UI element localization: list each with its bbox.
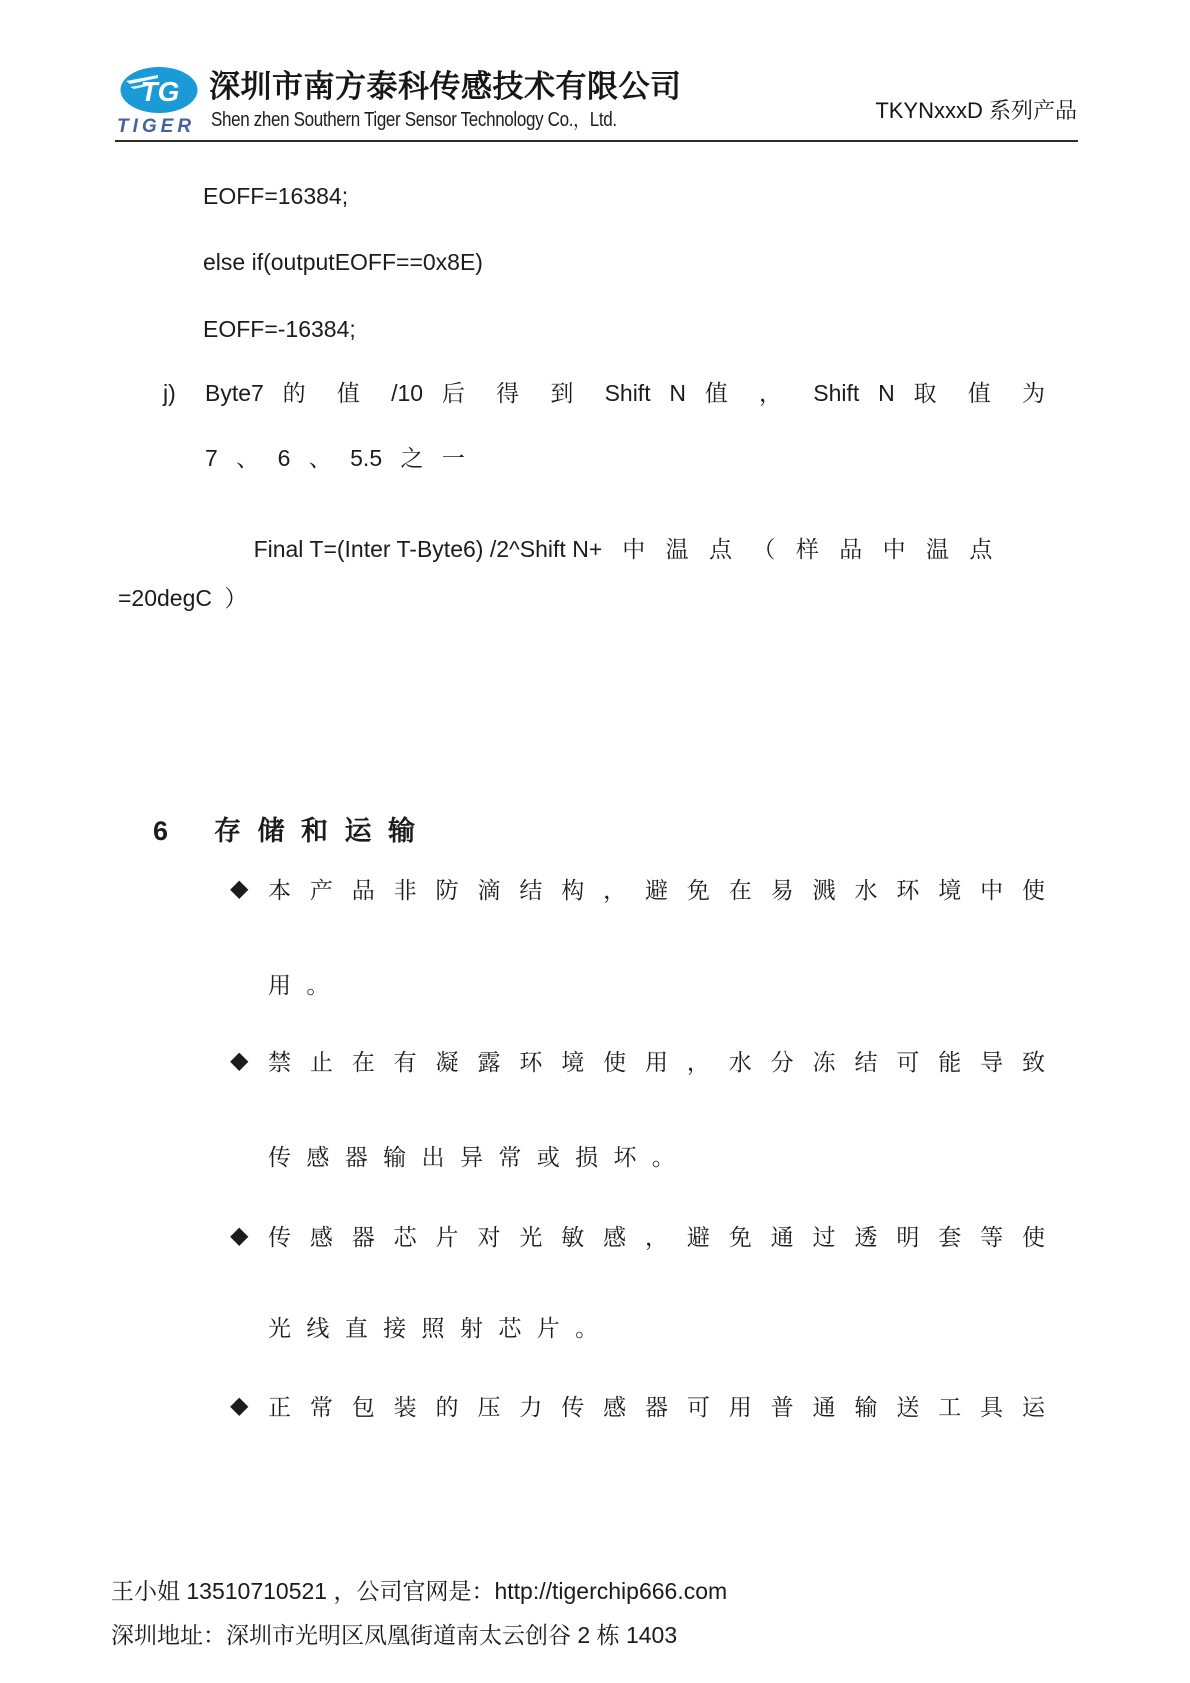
list-item-j-line-2: 7 、 6 、 5.5 之 一 — [205, 445, 465, 471]
bullet-diamond-icon: ◆ — [230, 875, 249, 902]
code-line-2: else if(outputEOFF==0x8E) — [203, 249, 483, 275]
bullet-1-line-2: 用 。 — [268, 972, 330, 998]
header-divider — [115, 140, 1078, 142]
company-name-en: Shen zhen Southern Tiger Sensor Technology Co.，Ltd. — [211, 109, 617, 131]
bullet-diamond-icon: ◆ — [230, 1047, 249, 1074]
bullet-diamond-icon: ◆ — [230, 1222, 249, 1249]
bullet-2-line-2: 传 感 器 输 出 异 常 或 损 坏 。 — [268, 1144, 675, 1170]
bullet-3-line-1: 传 感 器 芯 片 对 光 敏 感 ， 避 免 通 过 透 明 套 等 使 — [268, 1224, 1045, 1250]
product-series-label: TKYNxxxD 系列产品 — [875, 98, 1077, 123]
company-name-cn: 深圳市南方泰科传感技术有限公司 — [209, 69, 682, 104]
footer-contact-line: 王小姐 13510710521 ，公司官网是：http://tigerchip666.com — [111, 1578, 728, 1604]
formula-line — [228, 507, 992, 591]
section-title: 存 储 和 运 输 — [214, 816, 416, 846]
bullet-4-line-1: 正 常 包 装 的 压 力 传 感 器 可 用 普 通 输 送 工 具 运 — [268, 1394, 1045, 1420]
list-item-j-line-1: Byte7 的 值 /10 后 得 到 Shift N 值 ， Shift N 取 值 为 — [205, 380, 1045, 406]
logo-tiger-wordmark: TIGER — [117, 116, 196, 137]
tiger-logo-icon — [118, 66, 200, 116]
formula-continuation: =20degC ） — [118, 585, 248, 611]
formula-latin-part: Final T=(Inter T-Byte6) /2^Shift N+ — [253, 536, 603, 562]
bullet-diamond-icon: ◆ — [230, 1392, 249, 1419]
bullet-2-line-1: 禁 止 在 有 凝 露 环 境 使 用 ， 水 分 冻 结 可 能 导 致 — [268, 1049, 1045, 1075]
code-line-1: EOFF=16384; — [203, 183, 349, 209]
bullet-3-line-2: 光 线 直 接 照 射 芯 片 。 — [268, 1315, 599, 1341]
formula-cjk-part: 中 温 点 （ 样 品 中 温 点 — [622, 536, 993, 562]
section-heading — [123, 780, 415, 882]
code-line-3: EOFF=-16384; — [203, 316, 356, 342]
section-number: 6 — [153, 816, 169, 846]
logo-monogram: TG — [140, 76, 180, 107]
bullet-1-line-1: 本 产 品 非 防 滴 结 构 ， 避 免 在 易 溅 水 环 境 中 使 — [268, 877, 1045, 903]
footer-address-line: 深圳地址：深圳市光明区凤凰街道南太云创谷 2 栋 1403 — [111, 1622, 678, 1648]
list-marker-j: j) — [163, 380, 176, 406]
